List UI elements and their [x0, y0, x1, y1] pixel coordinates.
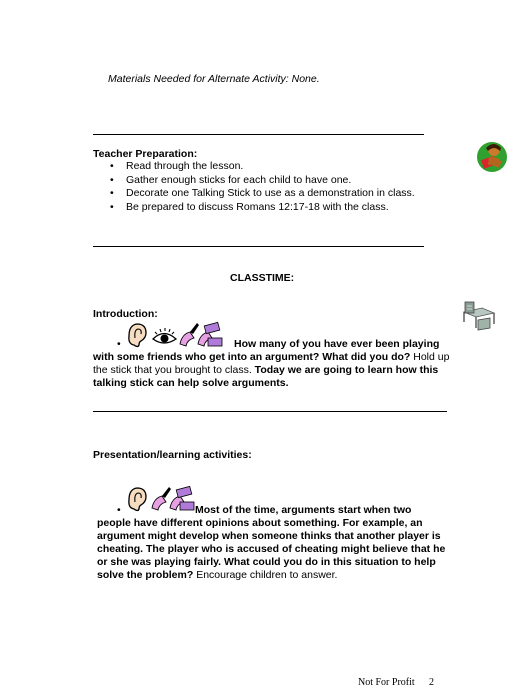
classtime-heading: CLASSTIME: [230, 272, 295, 284]
list-item: • Read through the lesson. [104, 160, 434, 174]
intro-bullet: • [117, 338, 121, 350]
teacher-prep-list [104, 160, 434, 214]
introduction-paragraph [93, 338, 453, 390]
list-item: • Decorate one Talking Stick to use as a demonstration in class. [104, 187, 434, 201]
presentation-bold-text: Most of the time, arguments start when two people have different opinions about something. For example, an argument might develop when someone thinks that another player is cheating. The player who is accused of cheating might believe that he or she was playing fairly. What could you do in this situation to help solve the problem? [97, 504, 446, 581]
classroom-desk-icon [462, 300, 496, 332]
page-number: 2 [429, 677, 434, 688]
footer-label: Not For Profit [358, 677, 415, 688]
presentation-normal-text: Encourage children to answer. [193, 569, 338, 581]
materials-line: Materials Needed for Alternate Activity: None. [108, 73, 320, 85]
intro-normal-text: Hold up the stick that you brought to class. [93, 351, 450, 376]
list-item: • Gather enough sticks for each child to have one. [104, 174, 434, 188]
divider-3 [93, 411, 447, 412]
list-item: • Be prepared to discuss Romans 12:17-18 with the class. [104, 201, 434, 215]
teacher-prep-heading: Teacher Preparation: [93, 148, 198, 160]
intro-bold-text-1: How many of you have ever been playing with some friends who get into an argument? What did you do? [93, 338, 440, 363]
introduction-heading: Introduction: [93, 308, 158, 320]
presentation-paragraph [97, 504, 447, 582]
intro-bold-text-2: Today we are going to learn how this talking stick can help solve arguments. [93, 364, 439, 389]
divider-2 [93, 246, 424, 247]
divider-1 [93, 134, 424, 135]
presentation-bullet: • [117, 504, 121, 516]
presentation-heading: Presentation/learning activities: [93, 449, 252, 461]
teacher-reading-icon [476, 140, 508, 174]
